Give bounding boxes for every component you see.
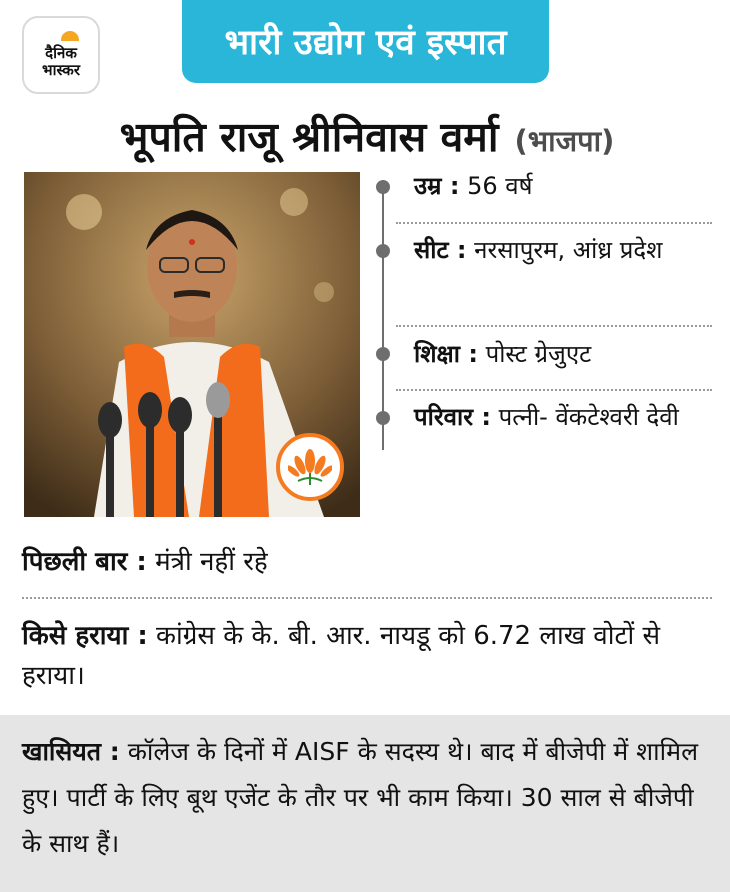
defeated-value: कांग्रेस के के. बी. आर. नायडू को 6.72 लाख वोटों से हराया। — [22, 621, 661, 691]
divider — [396, 389, 712, 391]
last-time-label: पिछली बार : — [22, 547, 147, 577]
timeline-dot — [376, 244, 390, 258]
speciality-value: कॉलेज के दिनों में AISF के सदस्य थे। बाद में बीजेपी में शामिल हुए। पार्टी के लिए बूथ एजेंट के तौर पर भी काम किया। 30 साल से बीजेपी के साथ हैं। — [22, 737, 699, 858]
detail-education — [414, 338, 712, 371]
timeline-line — [382, 180, 384, 450]
detail-value: नरसापुरम, आंध्र प्रदेश — [474, 236, 663, 264]
party-name: (भाजपा) — [514, 124, 615, 158]
detail-label: सीट : — [414, 236, 467, 264]
logo-text-line2: भास्कर — [42, 61, 80, 79]
divider — [22, 597, 712, 599]
detail-value: 56 वर्ष — [467, 172, 533, 200]
lotus-icon — [276, 433, 344, 501]
detail-label: शिक्षा : — [414, 340, 478, 368]
timeline-dot — [376, 180, 390, 194]
detail-label: परिवार : — [414, 403, 491, 431]
speciality-label: खासियत : — [22, 737, 120, 766]
page-title — [22, 108, 712, 162]
detail-value: पत्नी- वेंकटेश्वरी देवी — [498, 403, 679, 431]
minister-photo — [24, 172, 360, 517]
divider — [396, 325, 712, 327]
brand-logo — [22, 16, 100, 94]
detail-age — [414, 170, 712, 203]
detail-seat — [414, 234, 712, 267]
divider — [396, 222, 712, 224]
sun-icon — [61, 31, 79, 41]
defeated-row — [22, 616, 712, 696]
detail-label: उम्र : — [414, 172, 460, 200]
last-time-row — [22, 542, 712, 582]
speciality-text — [22, 729, 712, 867]
category-banner: भारी उद्योग एवं इस्पात — [182, 0, 549, 83]
timeline-dot — [376, 411, 390, 425]
defeated-label: किसे हराया : — [22, 621, 148, 651]
logo-text — [24, 45, 98, 79]
last-time-value: मंत्री नहीं रहे — [155, 547, 268, 577]
detail-family — [414, 401, 712, 434]
logo-text-line1: दैनिक — [45, 44, 77, 62]
detail-value: पोस्ट ग्रेजुएट — [485, 340, 592, 368]
detail-timeline — [380, 180, 386, 450]
timeline-dot — [376, 347, 390, 361]
speciality-panel — [0, 715, 730, 892]
minister-name: भूपति राजू श्रीनिवास वर्मा — [119, 113, 499, 161]
